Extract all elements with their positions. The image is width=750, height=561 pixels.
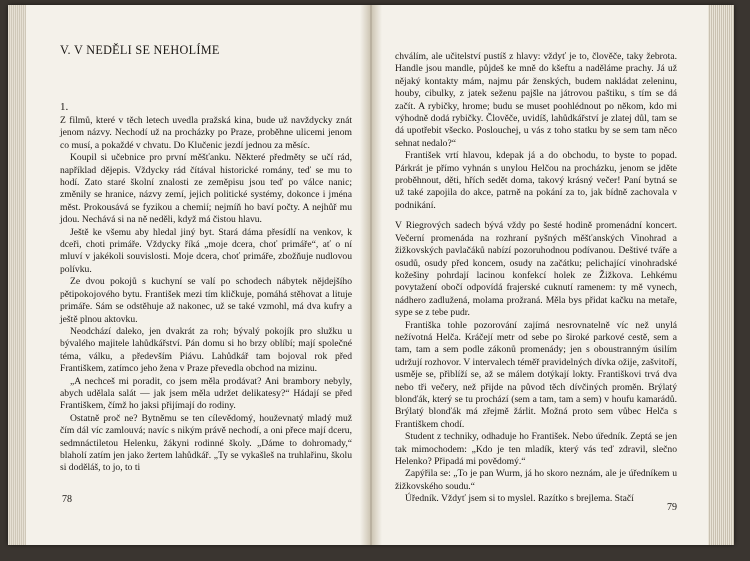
left-page-body (60, 115, 352, 475)
paragraph: Františka tohle pozorování zajímá nesrovnatelně víc než unylá nežívotná Helča. Kráčejí metr od sebe po široké parkové cestě, sem a tam, tam a sem podle zákonů promenády; jen s oboustranným úsilím udržují rozhovor. V intervalech téměř pravidelných dívka ožije, zašvitoří, usměje se, přiblíží se, až se málem dotýkají lokty. Františkovi trvá dva nebo tři večery, než přijde na původ těch dívčiných proměn. Brýlatý blonďák, který se tu prochází (sem a tam, tam a sem) v houfu kamarádů. Brýlatý blonďák má zřejmě žárlit. Možná proto sem vůbec Helča s Františkem chodí. (395, 319, 677, 430)
section-number: 1. (60, 101, 69, 113)
paragraph: Ze dvou pokojů s kuchyní se valí po schodech nábytek nějdejšího pětipokojového bytu. František mezi tím kličkuje, pomáhá stěhovat a lituje primáře. Sám se odstěhuje až nakonec, už se také vzmohl, má dva kufry a ještě plnou aktovku. (60, 276, 352, 325)
page-edges-left (8, 5, 26, 545)
page-number: 79 (667, 502, 677, 513)
right-page-body (395, 51, 677, 506)
book-gutter (360, 5, 382, 545)
paragraph: Z filmů, které v těch letech uvedla pražská kina, bude už navždycky znát jenom názvy. Nechodí už na procházky po Praze, proběhne ulicemi jenom co musí, a pokaždé v chvatu. Do Klučenic jezdí jednou za měsíc. (60, 115, 352, 151)
paragraph: Ostatně proč ne? Bytněmu se ten cílevědomý, houževnatý mladý muž čím dál víc zamlouvá; navíc s nikým právě nechodí, a oni přece mají dceru, sedmnáctiletou Helenku, žákyni rodinné školy. „Dáme to dohromady,“ blaholí zatím jen jako žertem lahůdkář. „Ty se vykašleš na truhlařinu, školu si doděláš, to jo, to ti (60, 412, 352, 474)
right-page (395, 5, 677, 545)
left-page (60, 5, 352, 545)
paragraph: „A nechceš mi poradit, co jsem měla prodávat? Ani brambory nebyly, abych udělala salát — jak jsem měla udržet delikatesy?“ Hádají se před Františkem, čímž ho jaksi přijímají do rodiny. (60, 375, 352, 412)
chapter-heading: V. V NEDĚLI SE NEHOLÍME (60, 43, 220, 57)
page-number: 78 (62, 494, 72, 505)
paragraph: Ještě ke všemu aby hledal jiný byt. Stará dáma přesídlí na venkov, k dceři, choti primáře. Vždycky říká „moje dcera, choť primáře“, ať o ní mluví v jakékoli souvislosti. Moje dcera, choť primáře, zbožňuje nudlovou polívku. (60, 226, 352, 275)
book-spread (8, 5, 734, 545)
paragraph: Neodchází daleko, jen dvakrát za roh; bývalý pokojík pro služku u bývalého majitele lahůdkářství. Pán domu si ho brzy oblíbí; mají společné téma, válku, a především Piávu. Lahůdkář tam bojoval rok před Františkem, zatímco jeho žena v Praze převedla obchod na mizinu. (60, 325, 352, 375)
paragraph: František vrtí hlavou, kdepak já a do obchodu, to byste to popad. Párkrát je přímo vyhnán s unylou Helčou na procházku, jenom se jděte proběhnout, děti, hřích sedět doma, takový krásný večer! Paní bytná se už také zapojila do akce, patrně na pokání za to, jak bídně zachovala v podnikání. (395, 150, 677, 211)
paragraph: Úředník. Vždyť jsem si to myslel. Razítko s brejlema. Stačí (405, 493, 634, 505)
paragraph: Koupil si učebnice pro první měšťanku. Některé předměty se učí rád, například dějepis. Vždycky rád čítával historické romány, teď se mu to hodí. Zato staré školní znalosti ze zeměpisu jsou teď po válce nanic; změnily se hranice, názvy zemí, jejich politické systémy, dokonce i jména měst. Prokousává se fyzikou a chemií; nejmíň ho baví počty. A nejhůř mu jdou. Nechává si na ně neděli, když má čistou hlavu. (60, 152, 352, 226)
paragraph: chválím, ale učitelství pustíš z hlavy: vždyť je to, člověče, taky žebrota. Handle jsou mandle, půjdeš ke mně do kšeftu a nadělámе prachy. Já už nějaký kontakty mám, najmu pár ženských, budem nakládat zeleninu, houby, cibulky, z jatek seženu pajšle na játrovou paštiku, s tím se dá začít. A rybičky, hrome; budu se muset poohlédnout po někom, kdo mi výhodně dodá rybičky. Člověče, uvidíš, lahůdkářství je zlatej důl, tam se dá upotřebit všecko. Poslouchej, u vás z toho statku by se sem tam něco sehnat nedalo?“ (395, 51, 677, 149)
paragraph: V Riegrových sadech bývá vždy po šesté hodině promenádní koncert. Večerní promenáda na rozhraní pyšných měšťanských Vinohrad a žižkovských pavlačáků nabízí pozoruhodnou podívanou. Deštivé tváře a osudů, osudy před koncem, osudy na začátku; pelichající vinohradské kožešiny pohrdají lacinou konfekcí holek ze Žižkova. Lehkému povytažení obočí odpovídá frajerské cuknutí ramenem: ty mě vynech, nádhero zadlužená, molama prožraná. Měla bys přidat kačku na metaře, sype se z tebe pudr. (395, 220, 677, 319)
paragraph: Zapýřila se: „To je pan Wurm, já ho skoro neznám, ale je úředníkem u žižkovského soudu.“ (395, 468, 677, 492)
page-edges-right (708, 5, 734, 545)
paragraph: Student z techniky, odhaduje ho František. Nebo úředník. Zeptá se jen tak mimochodem: „Kdo je ten mladík, který vás teď zdravil, slečno Helenko? Připadá mi povědomý.“ (395, 431, 677, 467)
